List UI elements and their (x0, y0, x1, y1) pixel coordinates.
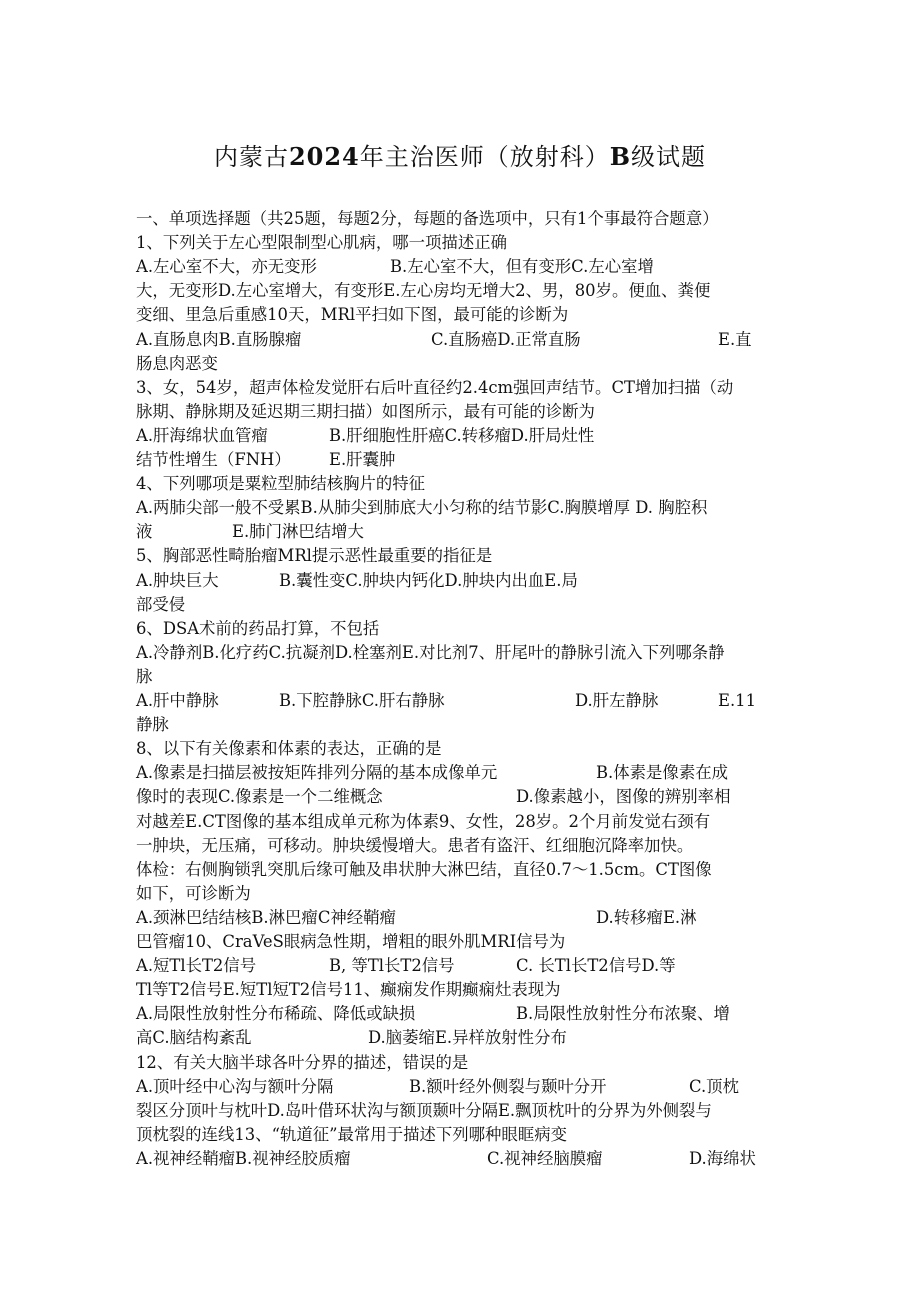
text-line (136, 328, 796, 352)
text-line (136, 810, 796, 834)
title-year: 2024 (288, 142, 360, 171)
text-segment: A.冷静剂B.化疗药C.抗凝剂D.栓塞剂E.对比剂7、肝尾叶的静脉引流入下列哪条静 (136, 642, 725, 662)
text-line (136, 472, 796, 496)
text-segment: 大，无变形D.左心室增大，有变形E.左心房均无增大2、男，80岁。便血、粪便 (136, 281, 711, 301)
text-line (136, 1026, 796, 1050)
text-segment: D.肝左静脉 (575, 691, 659, 710)
text-line (136, 303, 796, 327)
text-segment: B.囊性变C.肿块内钙化D.肿块内出血E.局 (279, 570, 578, 590)
text-segment: E.直 (718, 329, 752, 349)
text-line (136, 834, 796, 858)
text-line (136, 858, 796, 882)
text-segment: A.视神经鞘瘤B.视神经胶质瘤 (136, 1148, 351, 1168)
text-segment: E.肺门淋巴结增大 (232, 522, 364, 542)
text-segment: A.颈淋巴结结核B.淋巴瘤C神经鞘瘤 (136, 907, 396, 927)
text-segment: E.11 (718, 691, 757, 710)
text-segment: A.短Tl长T2信号 (136, 956, 257, 976)
text-line (136, 930, 796, 954)
text-segment: 6、DSA术前的药品打算，不包括 (136, 618, 380, 638)
text-segment: 结节性增生（FNH） (136, 450, 291, 469)
text-segment: B.左心室不大，但有变形C.左心室增 (390, 257, 654, 277)
text-line (136, 1099, 796, 1123)
text-segment: 裂区分顶叶与枕叶D.岛叶借环状沟与额顶颞叶分隔E.飘顶枕叶的分界为外侧裂与 (136, 1100, 712, 1120)
text-segment: 变细、里急后重感10天，MRl平扫如下图，最可能的诊断为 (136, 305, 569, 325)
text-line (136, 352, 796, 376)
text-line (136, 400, 796, 424)
text-segment: 1、下列关于左心型限制型心肌病，哪一项描述正确 (136, 233, 508, 253)
text-line (136, 665, 796, 689)
text-segment: A.局限性放射性分布稀疏、降低或缺损 (136, 1004, 416, 1024)
text-line (136, 1075, 796, 1099)
text-segment: D.像素越小，图像的辨别率相 (516, 787, 731, 807)
text-segment: Tl等T2信号E.短Tl短T2信号11、癫痫发作期癫痫灶表现为 (136, 980, 561, 1000)
title-mid: 年主治医师（放射科） (359, 143, 610, 171)
text-segment: A.直肠息肉B.直肠腺瘤 (136, 329, 302, 349)
text-segment: 脉期、静脉期及延迟期三期扫描）如图所示，最有可能的诊断为 (136, 401, 595, 421)
document-title (0, 141, 920, 173)
text-segment: 12、有关大脑半球各叶分界的描述，错误的是 (136, 1052, 469, 1072)
text-line (136, 520, 796, 544)
text-segment: 一、单项选择题（共25题，每题2分，每题的备选项中，只有1个事最符合题意） (136, 209, 719, 228)
text-segment: 脉 (136, 666, 153, 686)
text-segment: 部受侵 (136, 594, 186, 614)
text-segment: B.额叶经外侧裂与颞叶分开 (409, 1076, 607, 1096)
text-line (136, 496, 796, 520)
text-segment: A.顶叶经中心沟与额叶分隔 (136, 1076, 334, 1096)
text-segment: 顶枕裂的连线13、“轨道征”最常用于描述下列哪种眼眶病变 (136, 1124, 567, 1144)
text-segment: B.下腔静脉C.肝右静脉 (279, 691, 445, 710)
text-line (136, 544, 796, 568)
text-segment: B.体素是像素在成 (596, 763, 728, 783)
text-segment: A.肝中静脉 (136, 691, 219, 710)
text-segment: C. 长Tl长T2信号D.等 (516, 956, 676, 976)
text-line (136, 593, 796, 617)
text-line (136, 1147, 796, 1171)
title-grade: B (609, 142, 632, 171)
text-segment: A.左心室不大，亦无变形 (136, 257, 317, 277)
text-line (136, 231, 796, 255)
text-segment: 5、胸部恶性畸胎瘤MRl提示恶性最重要的指征是 (136, 546, 493, 566)
text-line (136, 713, 796, 737)
text-segment: 巴管瘤10、CraVeS眼病急性期，增粗的眼外肌MRI信号为 (136, 932, 566, 951)
text-segment: 8、以下有关像素和体素的表达，正确的是 (136, 739, 442, 759)
text-line (136, 1123, 796, 1147)
text-segment: 像时的表现C.像素是一个二维概念 (136, 787, 383, 807)
text-segment: E.肝囊肿 (329, 450, 396, 469)
text-segment: 如下，可诊断为 (136, 883, 251, 903)
text-segment: A.两肺尖部一般不受累B.从肺尖到肺底大小匀称的结节影C.胸膜增厚 D. 胸腔积 (136, 498, 708, 518)
title-prefix: 内蒙古 (213, 143, 289, 171)
text-segment: A.像素是扫描层被按矩阵排列分隔的基本成像单元 (136, 763, 498, 783)
text-line (136, 569, 796, 593)
text-segment: 高C.脑结构紊乱 (136, 1028, 252, 1048)
text-line (136, 882, 796, 906)
text-segment: 一肿块，无压痛，可移动。肿块缓慢增大。患者有盗汗、红细胞沉降率加快。 (136, 835, 694, 855)
title-suffix: 级试题 (631, 143, 707, 171)
text-segment: C.顶枕 (689, 1076, 739, 1096)
text-line (136, 761, 796, 785)
text-line (136, 1051, 796, 1075)
text-line (136, 978, 796, 1002)
text-line (136, 641, 796, 665)
text-segment: A.肿块巨大 (136, 570, 219, 590)
text-segment: D.海绵状 (689, 1148, 756, 1168)
text-segment: 体检：右侧胸锁乳突肌后缘可触及串状肿大淋巴结，直径0.7～1.5cm。CT图像 (136, 859, 712, 879)
text-line (136, 906, 796, 930)
text-segment: C.视神经脑膜瘤 (487, 1148, 603, 1168)
text-segment: D.脑萎缩E.异样放射性分布 (368, 1028, 567, 1048)
text-segment: A.肝海绵状血管瘤 (136, 425, 268, 445)
text-segment: C.直肠癌D.正常直肠 (431, 329, 581, 349)
text-line (136, 448, 796, 472)
text-line (136, 785, 796, 809)
text-line (136, 737, 796, 761)
text-segment: 静脉 (136, 715, 169, 735)
text-line (136, 376, 796, 400)
text-line (136, 1002, 796, 1026)
text-line (136, 424, 796, 448)
text-line (136, 617, 796, 641)
text-line (136, 255, 796, 279)
text-line (136, 954, 796, 978)
text-line (136, 207, 796, 231)
text-segment: B, 等Tl长T2信号 (329, 956, 455, 976)
text-segment: B.肝细胞性肝癌C.转移瘤D.肝局灶性 (329, 425, 595, 445)
text-segment: 3、女，54岁，超声体检发觉肝右后叶直径约2.4cm强回声结节。CT增加扫描（动 (136, 377, 734, 397)
text-segment: B.局限性放射性分布浓聚、增 (516, 1004, 730, 1024)
text-segment: 肠息肉恶变 (136, 353, 218, 373)
text-segment: 液 (136, 522, 153, 542)
text-line (136, 279, 796, 303)
text-segment: 对越差E.CT图像的基本组成单元称为体素9、女性，28岁。2个月前发觉右颈有 (136, 811, 711, 831)
text-segment: D.转移瘤E.淋 (596, 907, 697, 927)
text-segment: 4、下列哪项是粟粒型肺结核胸片的特征 (136, 474, 426, 494)
text-line (136, 689, 796, 713)
